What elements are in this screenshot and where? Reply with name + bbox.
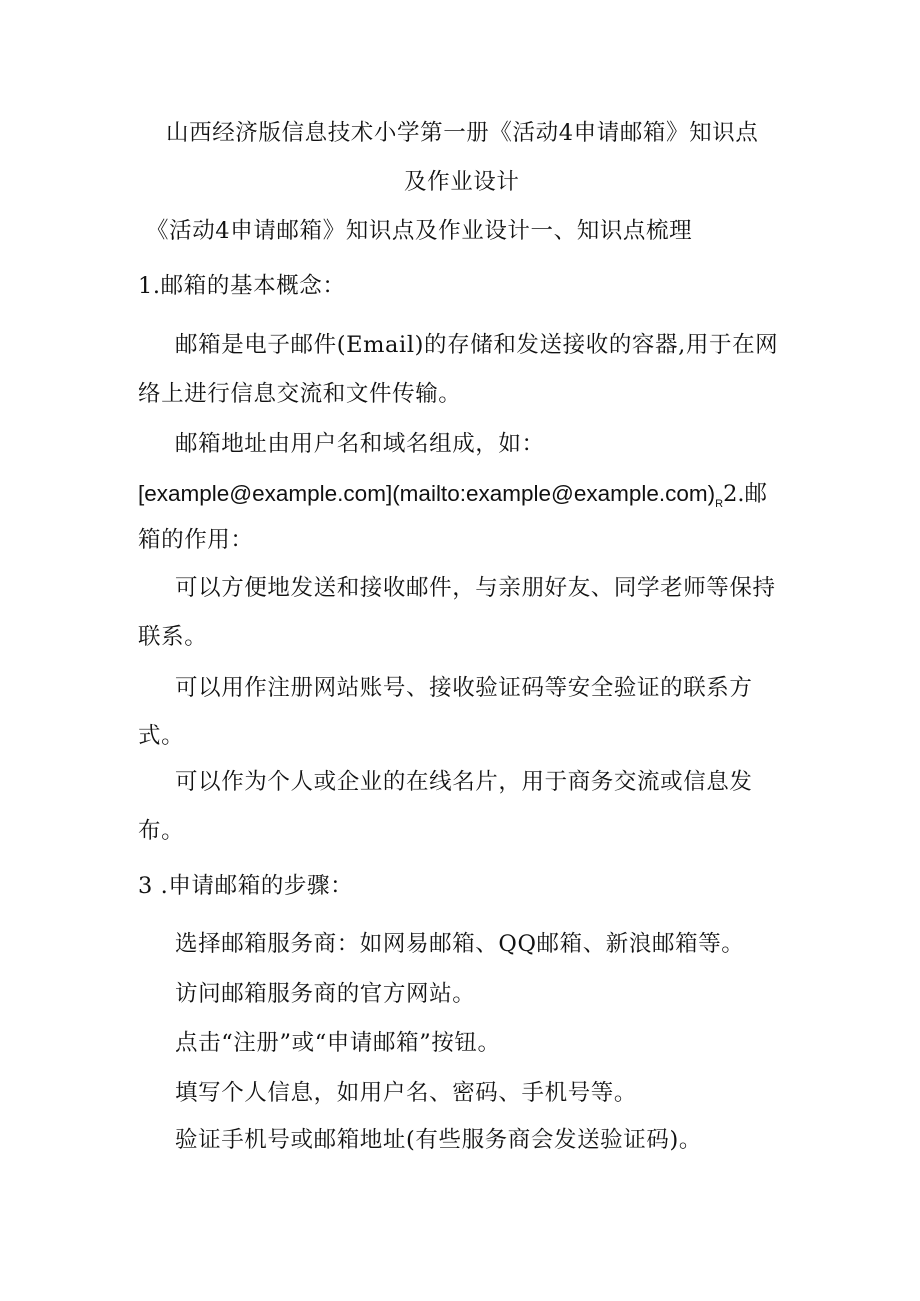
section2-heading-rest: 箱的作用： (138, 527, 254, 553)
section2-item2-line2: 式。 (138, 723, 185, 749)
section2-item1-line2: 联系。 (138, 624, 208, 650)
section2-item1-line1: 可以方便地发送和接收邮件，与亲朋好友、同学老师等保持 (175, 575, 776, 601)
section2-item3-line1: 可以作为个人或企业的在线名片，用于商务交流或信息发 (175, 769, 753, 795)
section3-step3: 点击“注册”或“申请邮箱”按钮。 (175, 1030, 501, 1056)
section3-heading: 3 .申请邮箱的步骤： (138, 873, 354, 899)
email-link-subscript: R (715, 498, 724, 510)
section3-step5: 验证手机号或邮箱地址(有些服务商会发送验证码)。 (175, 1127, 702, 1153)
section1-para2-line1: 邮箱地址由用户名和域名组成，如： (175, 431, 545, 457)
section2-heading-start: 2.邮 (723, 481, 768, 507)
section1-heading: 1.邮箱的基本概念： (138, 273, 346, 299)
section3-step4: 填写个人信息，如用户名、密码、手机号等。 (175, 1080, 638, 1106)
email-example-line (138, 479, 767, 513)
email-link-text[interactable]: [example@example.com](mailto:example@example.com) (138, 481, 716, 506)
section2-item2-line1: 可以用作注册网站账号、接收验证码等安全验证的联系方 (175, 675, 753, 701)
document-title-line-1: 山西经济版信息技术小学第一册《活动4申请邮箱》知识点 (166, 120, 759, 146)
section1-para1-line2: 络上进行信息交流和文件传输。 (138, 381, 462, 407)
section3-step2: 访问邮箱服务商的官方网站。 (175, 981, 476, 1007)
document-title-line-2: 及作业设计 (404, 169, 520, 195)
section1-para1-line1: 邮箱是电子邮件(Email)的存储和发送接收的容器,用于在网 (175, 332, 779, 358)
intro-line: 《活动4申请邮箱》知识点及作业设计一、知识点梳理 (146, 218, 693, 244)
section3-step1: 选择邮箱服务商：如网易邮箱、QQ邮箱、新浪邮箱等。 (175, 931, 745, 957)
section2-item3-line2: 布。 (138, 818, 185, 844)
